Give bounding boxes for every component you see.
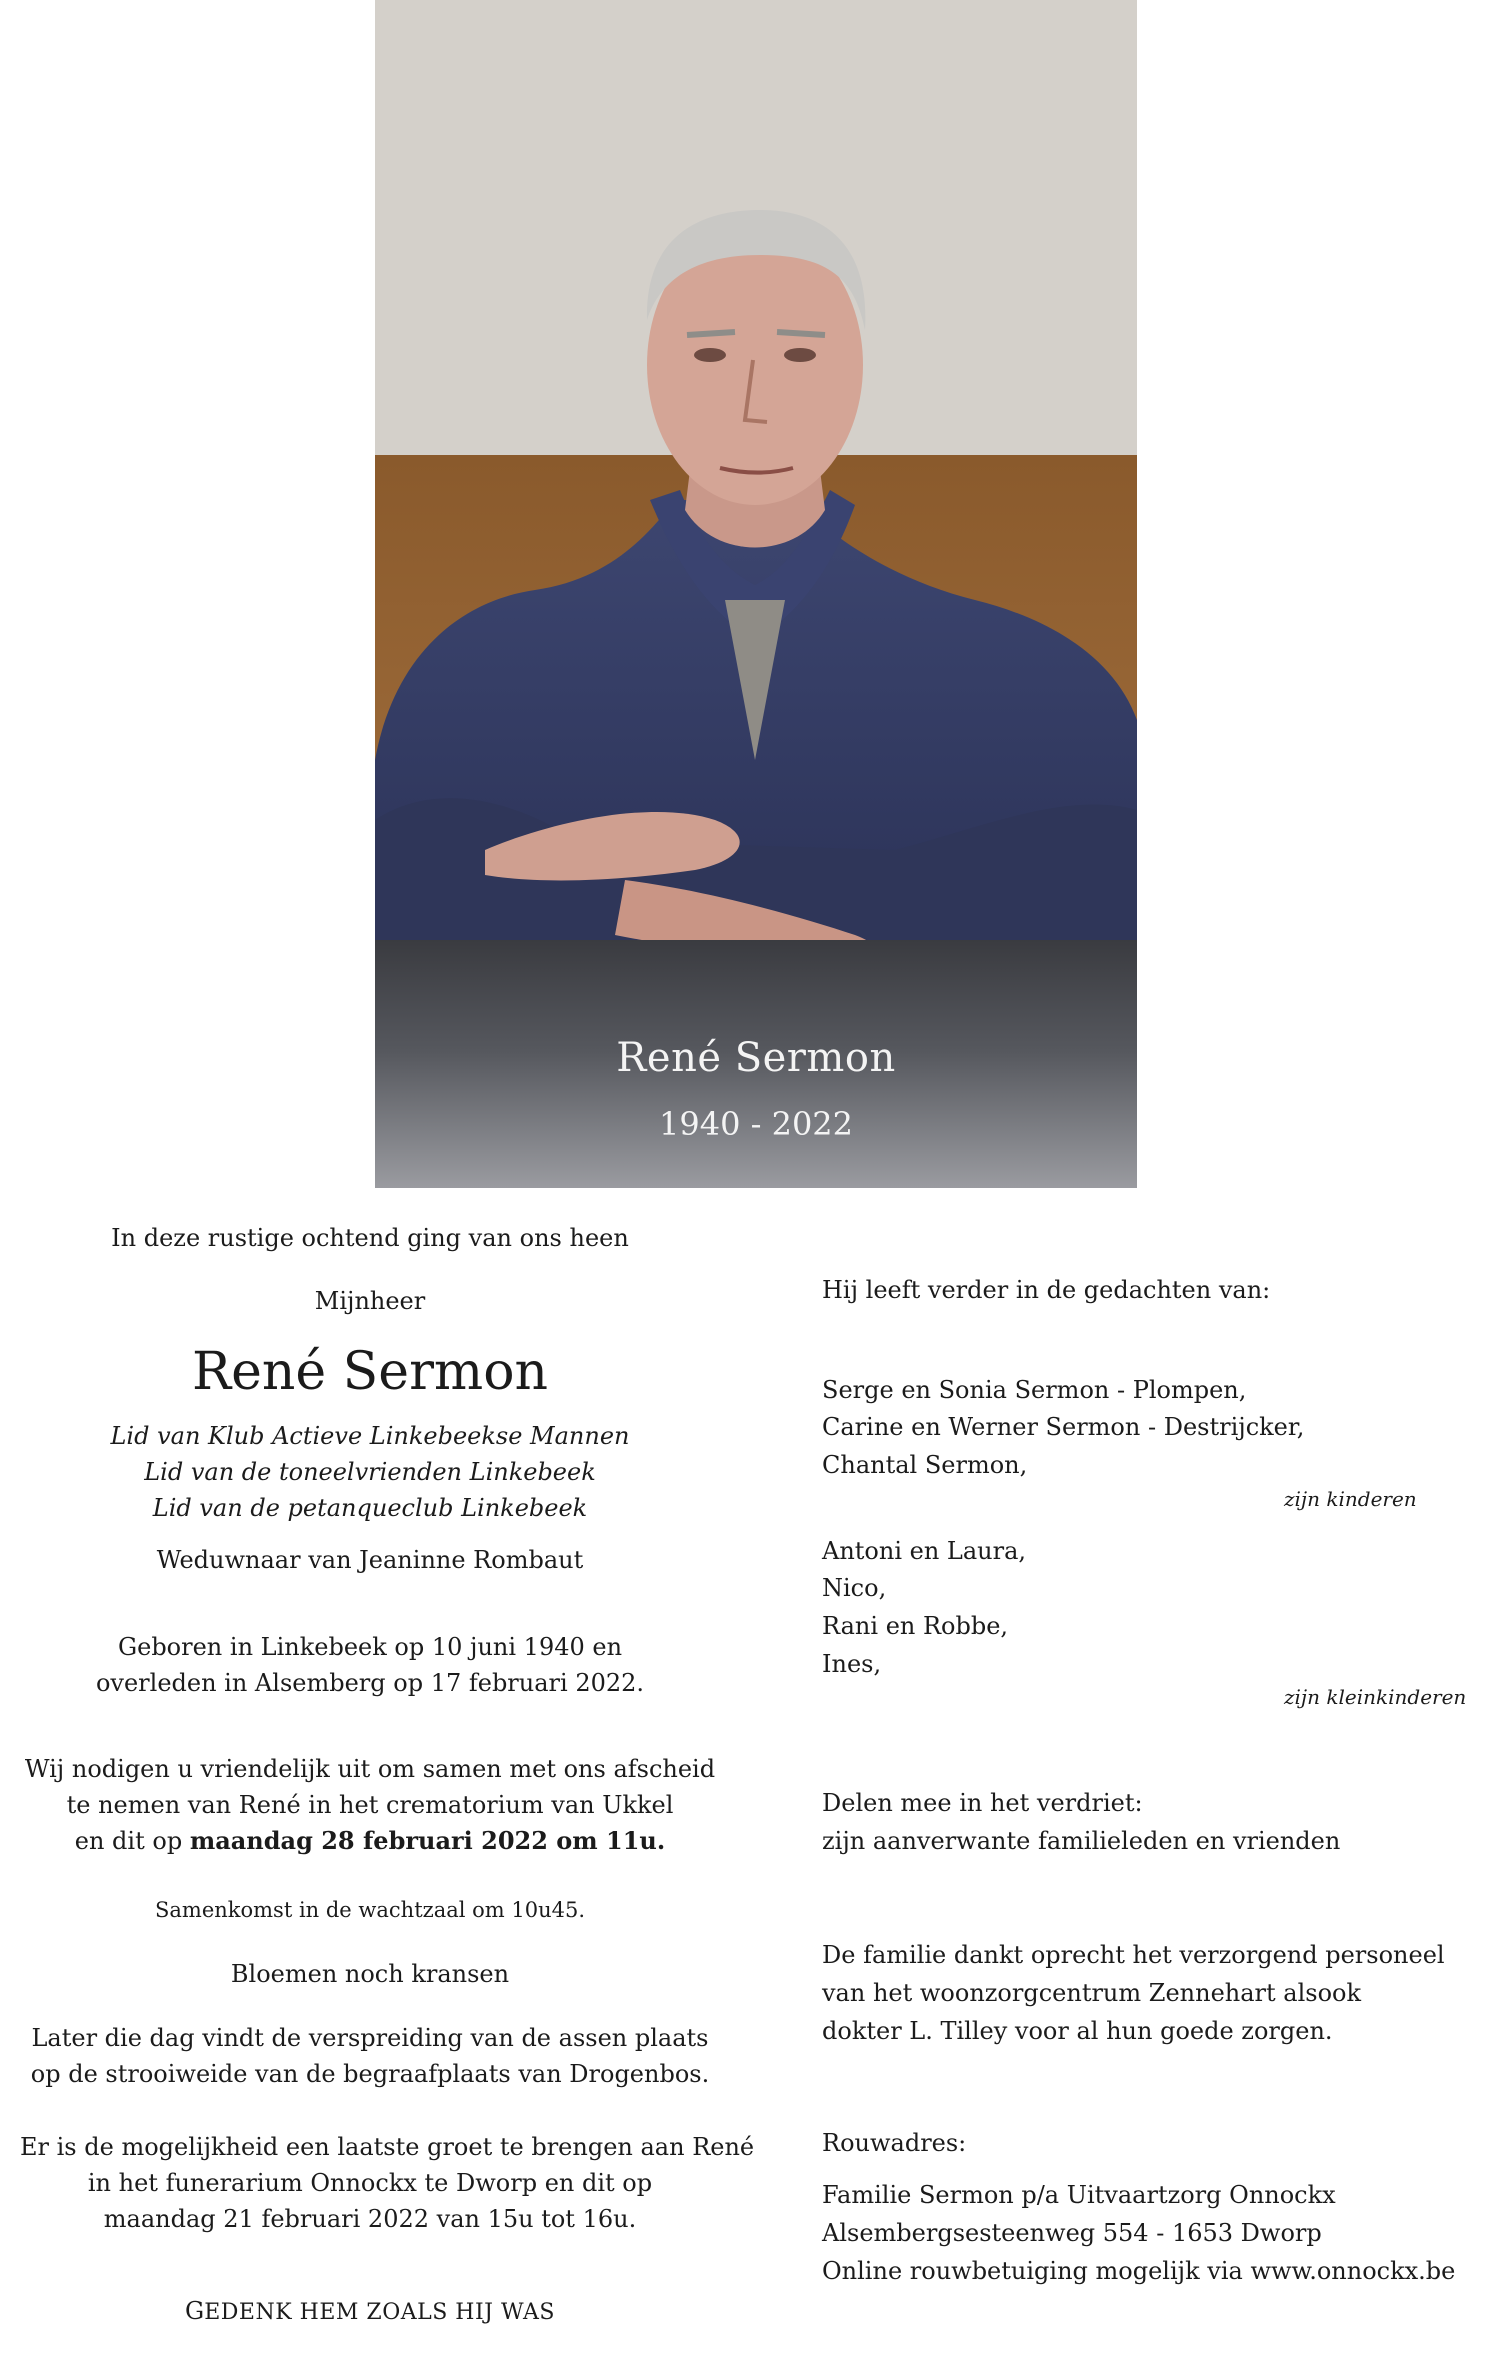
invite-line-1: Wij nodigen u vriendelijk uit om samen met ons afscheid (24, 1755, 716, 1783)
motto (20, 2292, 720, 2332)
invite-line-2: te nemen van René in het crematorium van Ukkel (66, 1791, 674, 1819)
children-label: zijn kinderen (1284, 1487, 1417, 1511)
motto-rest: EDENK HEM ZOALS HIJ WAS (204, 2300, 555, 2325)
intro-text: In deze rustige ochtend ging van ons heen (111, 1224, 629, 1252)
scatter-line-1: Later die dag vindt de verspreiding van de assen plaats (31, 2024, 709, 2052)
widower-text: Weduwnaar van Jeaninne Rombaut (156, 1546, 584, 1574)
born-text: Geboren in Linkebeek op 10 juni 1940 en (117, 1633, 623, 1661)
child-2: Carine en Werner Sermon - Destrijcker, (822, 1413, 1305, 1441)
address-line-1: Familie Sermon p/a Uitvaartzorg Onnockx (822, 2181, 1336, 2209)
gathering-text: Samenkomst in de wachtzaal om 10u45. (155, 1898, 585, 1922)
photo-caption-years: 1940 - 2022 (658, 1105, 854, 1143)
membership-2: Lid van de toneelvrienden Linkebeek (144, 1458, 596, 1486)
thanks-line-1: De familie dankt oprecht het verzorgend personeel (822, 1941, 1445, 1969)
photo-caption-name: René Sermon (616, 1035, 896, 1081)
deceased-name: René Sermon (191, 1342, 549, 1402)
visit-line-1: Er is de mogelijkheid een laatste groet te brengen aan René (20, 2133, 755, 2161)
thanks-line-2: van het woonzorgcentrum Zennehart alsook (822, 1979, 1362, 2007)
grandchild-2: Nico, (822, 1574, 887, 1602)
share-line-2: zijn aanverwante familieleden en vrienden (822, 1827, 1341, 1855)
portrait-illustration (375, 0, 1137, 1188)
child-3: Chantal Sermon, (822, 1451, 1028, 1479)
grandchild-1: Antoni en Laura, (822, 1537, 1027, 1565)
address-line-3: Online rouwbetuiging mogelijk via www.onnockx.be (822, 2257, 1456, 2285)
address-line-2: Alsembergsesteenweg 554 - 1653 Dworp (822, 2219, 1322, 2247)
ceremony-date: maandag 28 februari 2022 om 11u. (189, 1826, 666, 1855)
died-text: overleden in Alsemberg op 17 februari 2022. (95, 1669, 645, 1697)
visit-line-3: maandag 21 februari 2022 van 15u tot 16u. (103, 2205, 637, 2233)
portrait-photo (375, 0, 1137, 1188)
thanks-line-3: dokter L. Tilley voor al hun goede zorgen. (822, 2017, 1333, 2045)
grandchild-3: Rani en Robbe, (822, 1612, 1009, 1640)
grandchild-4: Ines, (822, 1650, 882, 1678)
motto-initial: G (185, 2297, 205, 2325)
membership-1: Lid van Klub Actieve Linkebeekse Mannen (110, 1422, 630, 1450)
invite-line-3 (20, 1822, 720, 1860)
grandchildren-label: zijn kleinkinderen (1284, 1685, 1467, 1709)
flowers-text: Bloemen noch kransen (230, 1960, 510, 1988)
visit-line-2: in het funerarium Onnockx te Dworp en dit op (87, 2169, 653, 2197)
share-line-1: Delen mee in het verdriet: (822, 1789, 1143, 1817)
membership-3: Lid van de petanqueclub Linkebeek (152, 1494, 588, 1522)
scatter-line-2: op de strooiweide van de begraafplaats van Drogenbos. (30, 2060, 710, 2088)
address-label: Rouwadres: (822, 2129, 967, 2157)
salutation: Mijnheer (314, 1287, 426, 1315)
child-1: Serge en Sonia Sermon - Plompen, (822, 1376, 1247, 1404)
invite-line-3-prefix: en dit op (74, 1827, 190, 1855)
remembered-by: Hij leeft verder in de gedachten van: (822, 1276, 1271, 1304)
